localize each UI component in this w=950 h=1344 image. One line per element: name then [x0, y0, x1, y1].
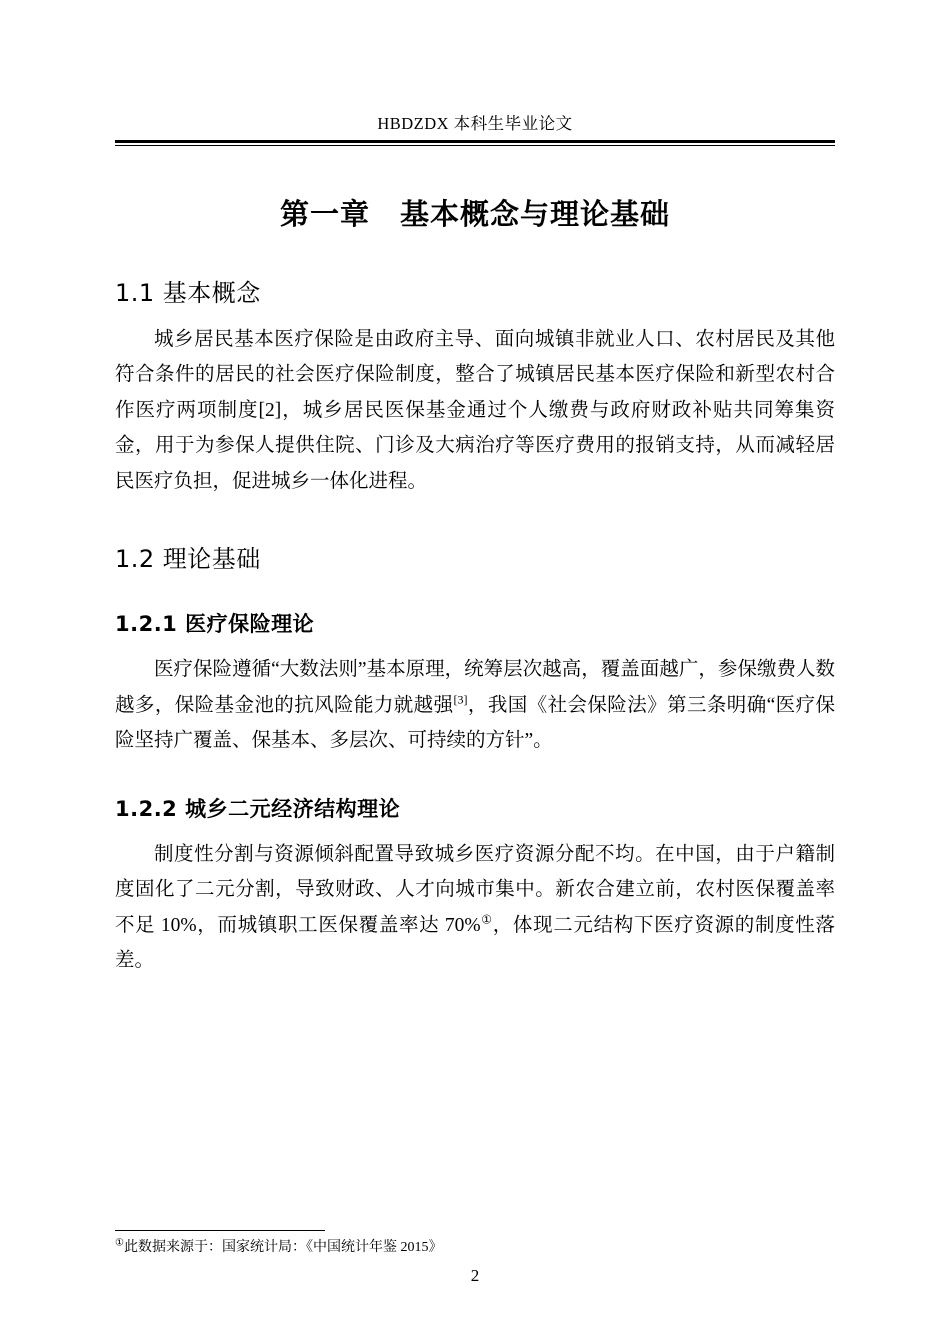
section-paragraph-1-1: 城乡居民基本医疗保险是由政府主导、面向城镇非就业人口、农村居民及其他符合条件的居民的社会医疗保险制度，整合了城镇居民基本医疗保险和新型农村合作医疗两项制度[2]，城乡居民医保基金通过个人缴费与政府财政补贴共同筹集资金，用于为参保人提供住院、门诊及大病治疗等医疗费用的报销支持，从而减轻居民医疗负担，促进城乡一体化进程。: [115, 329, 835, 492]
header-divider: [115, 140, 835, 146]
footnote-ref: ①: [480, 912, 493, 927]
footnote-marker: ①: [115, 1237, 124, 1249]
footnote-divider: [115, 1230, 325, 1231]
subsection-paragraph-1-2-1: [115, 652, 835, 758]
footnote-text: 此数据来源于：国家统计局：《中国统计年鉴 2015》: [123, 1240, 443, 1255]
paragraph-text-part1: 医疗保险遵循“大数法则”基本原理，统筹层次越高，覆盖面越广，参保缴费人数越多，保险基金池的抗风险能力就越强: [115, 659, 835, 716]
paragraph-text-part2: ，体现二元结构下医疗资源的制度性落差。: [115, 914, 835, 972]
chapter-title: 第一章 基本概念与理论基础: [279, 197, 670, 231]
section-heading-1-1: 1.1 基本概念: [115, 279, 261, 307]
paragraph-text-part1: 制度性分割与资源倾斜配置导致城乡医疗资源分配不均。在中国，由于户籍制度固化了二元分割，导致财政、人才向城市集中。新农合建立前，农村医保覆盖率不足 10%，而城镇职工医保覆盖率达 70%: [115, 843, 835, 936]
subsection-paragraph-1-2-2: [115, 837, 835, 979]
running-header-text: HBDZDX 本科生毕业论文: [377, 114, 573, 133]
running-header: [115, 0, 835, 146]
footnote-area: [115, 1230, 835, 1258]
footnote-entry: [115, 1237, 835, 1258]
section-heading-1-2: 1.2 理论基础: [115, 545, 261, 574]
page-number: 2: [470, 1266, 480, 1285]
subsection-heading-1-2-1: 1.2.1 医疗保险理论: [115, 612, 315, 637]
citation-ref: [3]: [453, 692, 468, 707]
subsection-heading-1-2-2: 1.2.2 城乡二元经济结构理论: [115, 796, 401, 821]
paragraph-text-part2: ，我国《社会保险法》第三条明确“医疗保险坚持广覆盖、保基本、多层次、可持续的方针”。: [115, 694, 835, 752]
